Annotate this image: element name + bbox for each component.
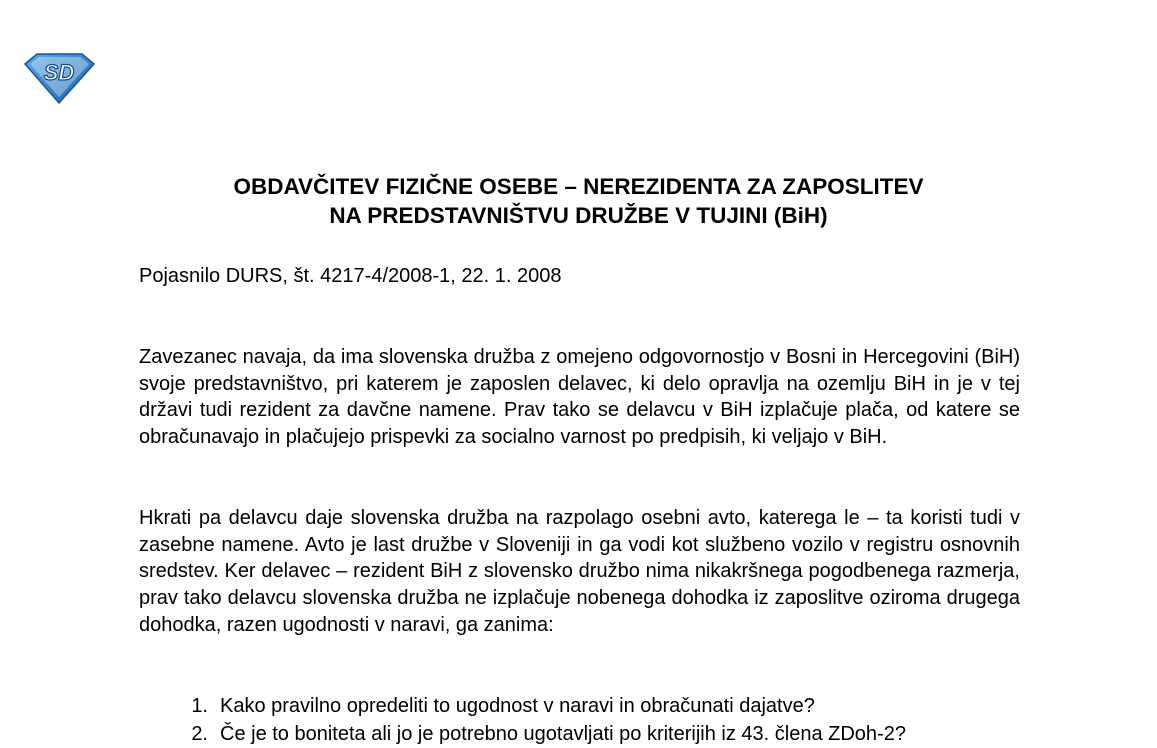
company-logo — [22, 52, 96, 104]
list-item-number: 2. — [191, 723, 208, 745]
list-item — [139, 692, 1039, 720]
document-reference: Pojasnilo DURS, št. 4217-4/2008-1, 22. 1. 2008 — [139, 265, 562, 287]
list-item-text: Če je to boniteta ali jo je potrebno ugotavljati po kriterijih iz 43. člena ZDoh-2? — [220, 723, 906, 745]
title-line-2: NA PREDSTAVNIŠTVU DRUŽBE V TUJINI (BiH) — [329, 203, 828, 228]
paragraph-1: Zavezanec navaja, da ima slovenska družba z omejeno odgovornostjo v Bosni in Hercegovini (BiH) svoje predstavništvo, pri katerem je zaposlen delavec, ki delo opravlja na ozemlju BiH in je v tej državi tudi rezident za davčne namene. Prav tako se delavcu v BiH izplačuje plača, od katere se obračunavajo in plačujejo prispevki za socialno varnost po predpisih, ki veljajo v BiH. — [139, 346, 1020, 449]
title-line-1: OBDAVČITEV FIZIČNE OSEBE – NEREZIDENTA ZA ZAPOSLITEV — [233, 174, 924, 199]
list-item-number: 1. — [191, 695, 208, 717]
document-title — [0, 172, 1157, 230]
paragraph-2: Hkrati pa delavcu daje slovenska družba na razpolago osebni avto, katerega le – ta koristi tudi v zasebne namene. Avto je last družbe v Sloveniji in ga vodi kot službeno vozilo v registru osnovnih sredstev. Ker delavec – rezident BiH z slovensko družbo nima nikakršnega pogodbenega razmerja, prav tako delavcu slovenska družba ne izplačuje nobenega dohodka iz zaposlitve oziroma drugega dohodka, razen ugodnosti v naravi, ga zanima: — [139, 507, 1020, 636]
svg-text:SD: SD — [43, 60, 75, 85]
sd-shield-icon — [22, 52, 96, 104]
list-item — [139, 720, 1039, 748]
question-list — [139, 692, 1039, 748]
list-item-text: Kako pravilno opredeliti to ugodnost v naravi in obračunati dajatve? — [220, 695, 815, 717]
